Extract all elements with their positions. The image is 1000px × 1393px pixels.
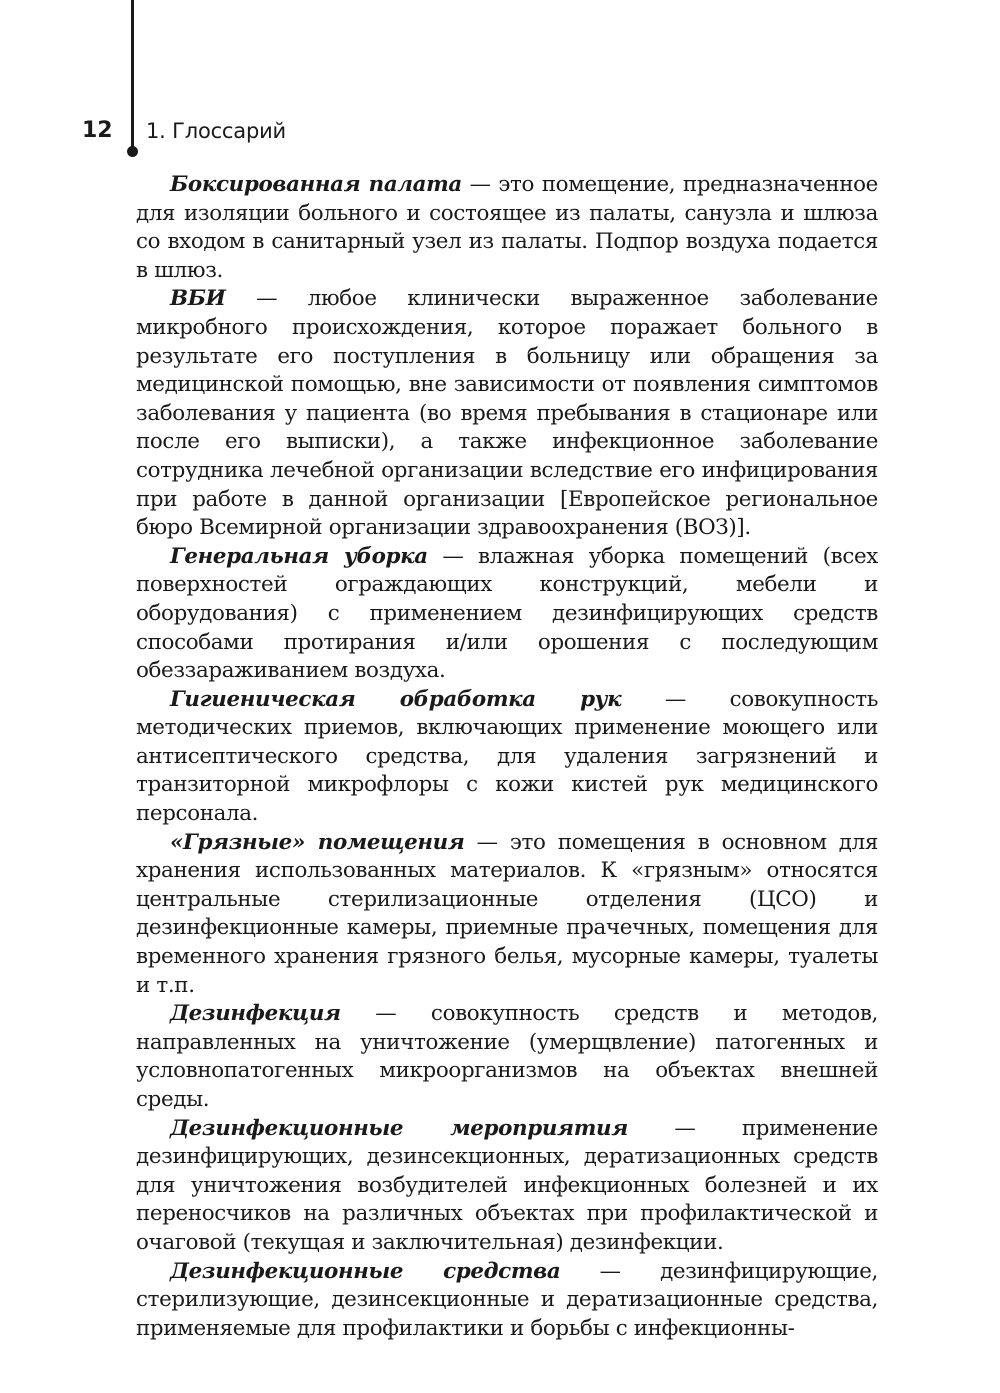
glossary-entry-dirty-rooms <box>136 829 878 1001</box>
glossary-entry-disinfection <box>136 1000 878 1114</box>
glossary-entry-vbi <box>136 285 878 542</box>
glossary-term: Дезинфекционные мероприятия <box>170 1115 628 1141</box>
header-vertical-rule <box>131 0 134 153</box>
glossary-definition: — это помещение, предназначенное для изоляции больного и состоящее из палаты, санузла и шлюза со входом в санитарный узел из палаты. Подпор воздуха подается в шлюз. <box>136 172 878 283</box>
glossary-entry-general-cleaning <box>136 543 878 686</box>
glossary-term: Генеральная уборка <box>170 543 428 569</box>
glossary-entry-disinfection-agents <box>136 1258 878 1344</box>
glossary-term: Боксированная палата <box>170 172 462 197</box>
running-header-title: 1. Глоссарий <box>146 119 286 143</box>
glossary-entry-hand-hygiene <box>136 686 878 829</box>
glossary-definition: — дезинфицирующие, стерилизующие, дезинсекционные и дератизационные средства, применяемые для профилактики и борьбы с инфекционны- <box>136 1258 878 1341</box>
glossary-definition: — влажная уборка помещений (всех поверхностей ограждающих конструкций, мебели и оборудования) с применением дезинфицирующих средств способами протирания и/или орошения с последующим обеззараживанием воздуха. <box>136 543 878 684</box>
glossary-term: «Грязные» помещения <box>170 829 465 855</box>
glossary-definition: — применение дезинфицирующих, дезинсекционных, дератизационных средств для уничтожения возбудителей инфекционных болезней и их переносчиков на различных объектах при профилактической и очаговой (текущая и заключительная) дезинфекции. <box>136 1115 878 1255</box>
header-rule-dot <box>127 146 138 157</box>
glossary-definition: — совокупность методических приемов, включающих применение моющего или антисептического средства, для удаления загрязнений и транзиторной микрофлоры с кожи кистей рук медицинского персонала. <box>136 686 878 827</box>
glossary-entry-disinfection-measures <box>136 1115 878 1258</box>
glossary-term: Гигиеническая обработка рук <box>170 686 622 712</box>
glossary-content <box>136 171 878 1343</box>
page-number: 12 <box>82 118 113 143</box>
glossary-term: Дезинфекционные средства <box>170 1258 561 1284</box>
glossary-definition: — это помещения в основном для хранения использованных материалов. К «грязным» относятся центральные стерилизационные отделения (ЦСО) и дезинфекционные камеры, приемные прачечных, помещения для временного хранения грязного белья, мусорные камеры, туалеты и т.п. <box>136 829 878 998</box>
glossary-term: ВБИ <box>170 286 226 312</box>
glossary-entry-boxed-ward <box>136 171 878 285</box>
glossary-term: Дезинфекция <box>170 1001 341 1027</box>
glossary-definition: — любое клинически выраженное заболевание микробного происхождения, которое поражает больного в результате его поступления в больницу или обращения за медицинской помощью, вне зависимости от появления симптомов заболевания у пациента (во время пребывания в стационаре или после его выписки), а также инфекционное заболевание сотрудника лечебной организации вследствие его инфицирования при работе в данной организации [Европейское региональное бюро Всемирной организации здравоохранения (ВОЗ)]. <box>136 286 878 541</box>
glossary-definition: — совокупность средств и методов, направленных на уничтожение (умерщвление) патогенных и условнопатогенных микроорганизмов на объектах внешней среды. <box>136 1001 878 1112</box>
